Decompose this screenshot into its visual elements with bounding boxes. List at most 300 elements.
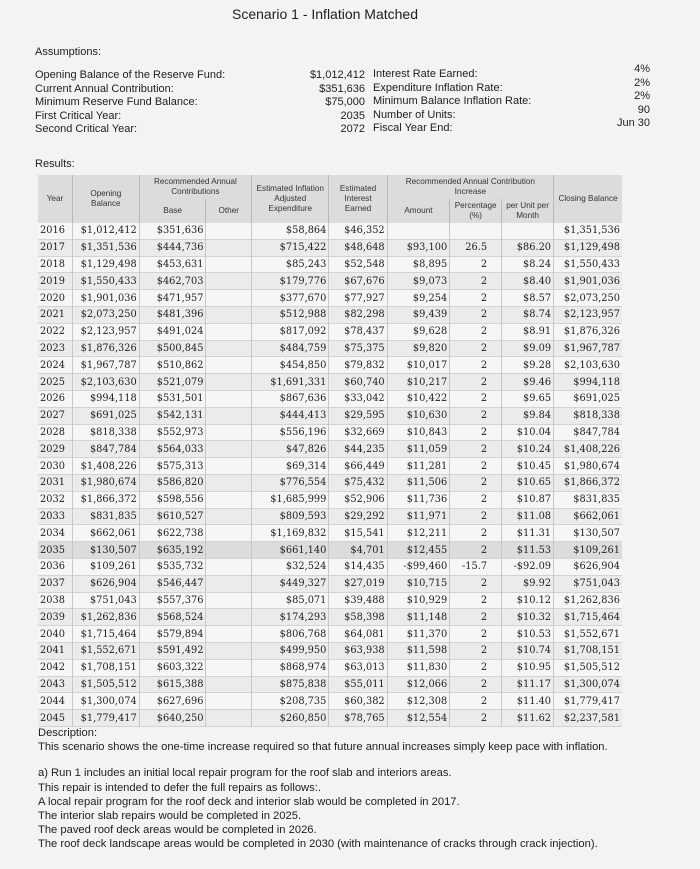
assumption-value: 90	[637, 103, 650, 116]
cell-base: $471,957	[139, 290, 206, 307]
cell-amount: $10,929	[387, 592, 450, 609]
cell-amount: $10,217	[387, 374, 450, 391]
cell-interest: $44,235	[329, 441, 387, 458]
assumption-value: $75,000	[325, 96, 365, 108]
cell-expenditure: $512,988	[252, 306, 329, 323]
table-row	[38, 290, 622, 307]
cell-per-unit: $8.40	[502, 273, 554, 290]
cell-opening-balance: $1,012,412	[72, 223, 139, 239]
cell-per-unit: $10.04	[502, 424, 554, 441]
cell-amount: $12,455	[387, 542, 450, 559]
cell-closing-balance: $1,876,326	[554, 323, 622, 340]
cell-percentage: 2	[450, 676, 502, 693]
cell-year: 2037	[40, 578, 65, 590]
cell-other	[206, 290, 252, 307]
cell-opening-balance: $1,351,536	[72, 239, 139, 256]
table-row	[38, 592, 622, 609]
cell-expenditure: $47,826	[252, 441, 329, 458]
table-row	[38, 407, 622, 424]
col-percentage-header: Percentage (%)	[450, 199, 502, 223]
cell-year: 2035	[40, 544, 65, 556]
cell-closing-balance: $626,904	[554, 558, 622, 575]
cell-amount: $12,554	[387, 710, 450, 727]
cell-year: 2022	[40, 326, 65, 338]
cell-percentage: 2	[450, 525, 502, 542]
cell-opening-balance: $109,261	[72, 558, 139, 575]
cell-year: 2028	[40, 426, 65, 438]
cell-other	[206, 458, 252, 475]
cell-opening-balance: $1,866,372	[72, 491, 139, 508]
cell-base: $622,738	[139, 525, 206, 542]
cell-percentage: 26.5	[450, 239, 502, 256]
cell-interest: $55,011	[329, 676, 387, 693]
assumption-label: Minimum Balance Inflation Rate:	[373, 95, 532, 107]
cell-opening-balance: $818,338	[72, 424, 139, 441]
cell-other	[206, 390, 252, 407]
table-row	[38, 659, 622, 676]
cell-opening-balance: $691,025	[72, 407, 139, 424]
cell-amount: -$99,460	[387, 558, 450, 575]
cell-per-unit: $9.92	[502, 575, 554, 592]
table-row	[38, 676, 622, 693]
cell-interest: $48,648	[329, 239, 387, 256]
cell-percentage: 2	[450, 290, 502, 307]
cell-opening-balance: $1,300,074	[72, 693, 139, 710]
assumption-row	[35, 117, 650, 137]
cell-other	[206, 357, 252, 374]
cell-percentage: 2	[450, 306, 502, 323]
cell-expenditure: $454,850	[252, 357, 329, 374]
cell-year: 2033	[40, 510, 65, 522]
col-expenditure-header: Estimated Inflation Adjusted Expenditure	[252, 175, 329, 223]
cell-per-unit: $10.24	[502, 441, 554, 458]
cell-percentage: 2	[450, 710, 502, 727]
description-line	[38, 754, 678, 766]
assumption-value: 2%	[634, 76, 650, 89]
table-row	[38, 223, 622, 239]
cell-opening-balance: $1,408,226	[72, 458, 139, 475]
table-row	[38, 458, 622, 475]
cell-opening-balance: $1,505,512	[72, 676, 139, 693]
cell-per-unit: $9.84	[502, 407, 554, 424]
assumption-row	[35, 63, 650, 83]
cell-year: 2036	[40, 561, 65, 573]
cell-other	[206, 340, 252, 357]
cell-amount: $9,628	[387, 323, 450, 340]
cell-base: $535,732	[139, 558, 206, 575]
description-line: This scenario shows the one-time increase required so that future annual increases simply keep pace with inflation.	[38, 741, 608, 754]
cell-base: $462,703	[139, 273, 206, 290]
description-line: a) Run 1 includes an initial local repair program for the roof slab and interiors areas.	[38, 767, 452, 780]
cell-per-unit: $10.65	[502, 474, 554, 491]
cell-opening-balance: $847,784	[72, 441, 139, 458]
cell-percentage: 2	[450, 374, 502, 391]
cell-opening-balance: $2,073,250	[72, 306, 139, 323]
cell-percentage: -15.7	[450, 558, 502, 575]
cell-amount: $11,736	[387, 491, 450, 508]
cell-year: 2039	[40, 611, 65, 623]
cell-year: 2027	[40, 410, 65, 422]
description-line: The roof deck landscape areas would be completed in 2030 (with maintenance of cracks through crack injection).	[38, 838, 598, 851]
cell-amount: $9,820	[387, 340, 450, 357]
cell-closing-balance: $2,073,250	[554, 290, 622, 307]
assumption-value: 2035	[340, 109, 365, 122]
cell-other	[206, 558, 252, 575]
cell-amount: $11,148	[387, 609, 450, 626]
cell-closing-balance: $2,237,581	[554, 710, 622, 727]
results-heading: Results:	[35, 158, 75, 170]
table-row	[38, 357, 622, 374]
cell-base: $610,527	[139, 508, 206, 525]
description-line: A local repair program for the roof deck and interior slab would be completed in 2017.	[38, 795, 460, 808]
cell-interest: $66,449	[329, 458, 387, 475]
assumptions-block	[35, 63, 650, 137]
cell-interest: $27,019	[329, 575, 387, 592]
cell-base: $444,736	[139, 239, 206, 256]
cell-amount: $10,017	[387, 357, 450, 374]
assumption-value: 4%	[634, 63, 650, 75]
cell-closing-balance: $662,061	[554, 508, 622, 525]
assumption-label: Current Annual Contribution:	[35, 82, 174, 95]
cell-other	[206, 256, 252, 273]
cell-expenditure: $444,413	[252, 407, 329, 424]
cell-expenditure: $715,422	[252, 239, 329, 256]
cell-interest: $60,740	[329, 374, 387, 391]
cell-percentage: 2	[450, 659, 502, 676]
cell-base: $575,313	[139, 458, 206, 475]
cell-interest: $4,701	[329, 542, 387, 559]
cell-per-unit: $10.87	[502, 491, 554, 508]
cell-closing-balance: $1,967,787	[554, 340, 622, 357]
cell-percentage: 2	[450, 575, 502, 592]
cell-interest: $58,398	[329, 609, 387, 626]
results-table-container	[38, 175, 622, 727]
cell-year: 2021	[40, 309, 65, 321]
cell-per-unit: $9.46	[502, 374, 554, 391]
cell-base: $500,845	[139, 340, 206, 357]
cell-base: $591,492	[139, 642, 206, 659]
cell-other	[206, 239, 252, 256]
cell-other	[206, 323, 252, 340]
cell-percentage: 2	[450, 424, 502, 441]
cell-per-unit: $11.62	[502, 710, 554, 727]
cell-base: $510,862	[139, 357, 206, 374]
cell-interest: $82,298	[329, 306, 387, 323]
cell-other	[206, 374, 252, 391]
cell-percentage: 2	[450, 609, 502, 626]
cell-base: $640,250	[139, 710, 206, 727]
cell-opening-balance: $130,507	[72, 542, 139, 559]
cell-other	[206, 491, 252, 508]
cell-amount: $9,254	[387, 290, 450, 307]
cell-expenditure: $817,092	[252, 323, 329, 340]
cell-amount: $10,843	[387, 424, 450, 441]
cell-interest: $78,765	[329, 710, 387, 727]
cell-expenditure: $208,735	[252, 693, 329, 710]
cell-other	[206, 223, 252, 239]
cell-expenditure: $556,196	[252, 424, 329, 441]
cell-opening-balance: $1,262,836	[72, 609, 139, 626]
cell-other	[206, 693, 252, 710]
cell-per-unit: $9.09	[502, 340, 554, 357]
description-line: This repair is intended to defer the full repairs as follows:.	[38, 781, 321, 794]
cell-other	[206, 407, 252, 424]
cell-year: 2018	[40, 258, 65, 270]
cell-expenditure: $1,691,331	[252, 374, 329, 391]
cell-per-unit: $10.53	[502, 626, 554, 643]
table-row	[38, 525, 622, 542]
cell-closing-balance: $130,507	[554, 525, 622, 542]
cell-closing-balance: $847,784	[554, 424, 622, 441]
cell-closing-balance: $2,123,957	[554, 306, 622, 323]
cell-expenditure: $484,759	[252, 340, 329, 357]
table-row	[38, 609, 622, 626]
cell-year: 2044	[40, 695, 65, 707]
cell-base: $564,033	[139, 441, 206, 458]
cell-interest: $79,832	[329, 357, 387, 374]
col-per-unit-header: per Unit per Month	[502, 199, 554, 223]
table-row	[38, 474, 622, 491]
cell-per-unit: $11.17	[502, 676, 554, 693]
cell-year: 2038	[40, 594, 65, 606]
cell-expenditure: $377,670	[252, 290, 329, 307]
table-row	[38, 340, 622, 357]
description-heading: Description:	[38, 727, 98, 739]
cell-amount: $11,506	[387, 474, 450, 491]
cell-opening-balance: $662,061	[72, 525, 139, 542]
assumption-value: $351,636	[319, 82, 365, 95]
cell-opening-balance: $626,904	[72, 575, 139, 592]
cell-expenditure: $867,636	[252, 390, 329, 407]
cell-per-unit: $10.32	[502, 609, 554, 626]
cell-base: $598,556	[139, 491, 206, 508]
cell-closing-balance: $1,505,512	[554, 659, 622, 676]
cell-per-unit: $10.74	[502, 642, 554, 659]
cell-closing-balance: $994,118	[554, 374, 622, 391]
cell-year: 2032	[40, 494, 65, 506]
table-row	[38, 693, 622, 710]
cell-year: 2020	[40, 292, 65, 304]
cell-percentage: 2	[450, 441, 502, 458]
cell-amount: $11,281	[387, 458, 450, 475]
description-lines	[38, 740, 678, 851]
cell-amount: $10,422	[387, 390, 450, 407]
cell-percentage: 2	[450, 592, 502, 609]
cell-base: $557,376	[139, 592, 206, 609]
cell-base: $552,973	[139, 424, 206, 441]
cell-interest: $63,938	[329, 642, 387, 659]
cell-year: 2031	[40, 477, 65, 489]
cell-other	[206, 592, 252, 609]
cell-per-unit: -$92.09	[502, 558, 554, 575]
cell-percentage: 2	[450, 642, 502, 659]
cell-closing-balance: $1,552,671	[554, 626, 622, 643]
cell-per-unit: $10.95	[502, 659, 554, 676]
cell-closing-balance: $1,715,464	[554, 609, 622, 626]
cell-year: 2023	[40, 342, 65, 354]
assumption-label: Second Critical Year:	[35, 123, 138, 135]
cell-per-unit: $10.45	[502, 458, 554, 475]
cell-year: 2042	[40, 662, 65, 674]
cell-opening-balance: $1,967,787	[72, 357, 139, 374]
cell-amount: $8,895	[387, 256, 450, 273]
cell-per-unit: $86.20	[502, 239, 554, 256]
cell-percentage: 2	[450, 542, 502, 559]
assumption-value: $1,012,412	[309, 69, 365, 81]
cell-closing-balance: $1,550,433	[554, 256, 622, 273]
table-row	[38, 256, 622, 273]
cell-expenditure: $85,243	[252, 256, 329, 273]
cell-other	[206, 542, 252, 559]
cell-closing-balance: $1,708,151	[554, 642, 622, 659]
cell-opening-balance: $1,980,674	[72, 474, 139, 491]
table-row	[38, 642, 622, 659]
cell-expenditure: $1,685,999	[252, 491, 329, 508]
cell-year: 2040	[40, 628, 65, 640]
col-year-header: Year	[38, 175, 72, 223]
col-interest-header: Estimated Interest Earned	[329, 175, 387, 223]
cell-base: $491,024	[139, 323, 206, 340]
cell-opening-balance: $1,876,326	[72, 340, 139, 357]
cell-expenditure: $69,314	[252, 458, 329, 475]
cell-per-unit: $8.91	[502, 323, 554, 340]
cell-expenditure: $809,593	[252, 508, 329, 525]
cell-interest: $77,927	[329, 290, 387, 307]
cell-year: 2025	[40, 376, 65, 388]
cell-closing-balance: $818,338	[554, 407, 622, 424]
cell-percentage: 2	[450, 508, 502, 525]
cell-interest: $52,548	[329, 256, 387, 273]
assumption-label: Expenditure Inflation Rate:	[373, 81, 503, 94]
cell-expenditure: $58,864	[252, 223, 329, 239]
table-row	[38, 374, 622, 391]
cell-per-unit: $9.65	[502, 390, 554, 407]
cell-percentage: 2	[450, 273, 502, 290]
cell-percentage: 2	[450, 491, 502, 508]
cell-base: $546,447	[139, 575, 206, 592]
cell-base: $579,894	[139, 626, 206, 643]
cell-closing-balance: $109,261	[554, 542, 622, 559]
table-row	[38, 710, 622, 727]
cell-expenditure: $449,327	[252, 575, 329, 592]
cell-opening-balance: $1,901,036	[72, 290, 139, 307]
description-line: The interior slab repairs would be completed in 2025.	[38, 810, 302, 823]
assumption-label: Number of Units:	[373, 108, 456, 121]
cell-interest: $33,042	[329, 390, 387, 407]
cell-per-unit: $11.31	[502, 525, 554, 542]
cell-amount: $11,370	[387, 626, 450, 643]
cell-base: $531,501	[139, 390, 206, 407]
cell-other	[206, 441, 252, 458]
cell-amount: $9,073	[387, 273, 450, 290]
assumption-label: Interest Rate Earned:	[373, 68, 478, 80]
cell-amount: $12,211	[387, 525, 450, 542]
cell-expenditure: $499,950	[252, 642, 329, 659]
cell-base: $586,820	[139, 474, 206, 491]
table-row	[38, 441, 622, 458]
cell-year: 2026	[40, 393, 65, 405]
cell-base: $615,388	[139, 676, 206, 693]
cell-percentage: 2	[450, 256, 502, 273]
cell-percentage: 2	[450, 626, 502, 643]
cell-percentage: 2	[450, 323, 502, 340]
cell-opening-balance: $751,043	[72, 592, 139, 609]
cell-interest: $46,352	[329, 223, 387, 239]
cell-base: $635,192	[139, 542, 206, 559]
cell-amount: $10,715	[387, 575, 450, 592]
cell-percentage: 2	[450, 693, 502, 710]
cell-amount: $93,100	[387, 239, 450, 256]
table-row	[38, 542, 622, 559]
cell-opening-balance: $2,123,957	[72, 323, 139, 340]
cell-interest: $15,541	[329, 525, 387, 542]
col-rec-contrib-header: Recommended Annual Contributions	[139, 175, 251, 199]
table-row	[38, 239, 622, 256]
cell-base: $481,396	[139, 306, 206, 323]
assumption-label: First Critical Year:	[35, 109, 122, 122]
cell-year: 2024	[40, 359, 65, 371]
cell-other	[206, 424, 252, 441]
cell-percentage: 2	[450, 357, 502, 374]
table-row	[38, 491, 622, 508]
cell-year: 2045	[40, 712, 65, 724]
cell-closing-balance: $751,043	[554, 575, 622, 592]
cell-per-unit: $11.08	[502, 508, 554, 525]
cell-base: $521,079	[139, 374, 206, 391]
cell-interest: $64,081	[329, 626, 387, 643]
cell-amount	[387, 223, 450, 239]
cell-per-unit	[502, 223, 554, 239]
cell-opening-balance: $994,118	[72, 390, 139, 407]
cell-other	[206, 710, 252, 727]
cell-year: 2017	[40, 242, 65, 254]
assumption-value: 2072	[340, 123, 365, 135]
cell-other	[206, 306, 252, 323]
table-row	[38, 558, 622, 575]
cell-interest: $29,292	[329, 508, 387, 525]
cell-year: 2016	[40, 225, 65, 237]
cell-percentage: 2	[450, 458, 502, 475]
cell-closing-balance: $831,835	[554, 491, 622, 508]
cell-opening-balance: $831,835	[72, 508, 139, 525]
cell-interest: $29,595	[329, 407, 387, 424]
cell-other	[206, 676, 252, 693]
cell-closing-balance: $1,779,417	[554, 693, 622, 710]
cell-base: $542,131	[139, 407, 206, 424]
cell-expenditure: $32,524	[252, 558, 329, 575]
cell-year: 2043	[40, 678, 65, 690]
cell-percentage: 2	[450, 340, 502, 357]
cell-opening-balance: $2,103,630	[72, 374, 139, 391]
cell-base: $603,322	[139, 659, 206, 676]
cell-opening-balance: $1,129,498	[72, 256, 139, 273]
cell-closing-balance: $2,103,630	[554, 357, 622, 374]
cell-other	[206, 474, 252, 491]
cell-amount: $11,971	[387, 508, 450, 525]
cell-percentage: 2	[450, 407, 502, 424]
cell-expenditure: $174,293	[252, 609, 329, 626]
cell-percentage: 2	[450, 474, 502, 491]
col-other-header: Other	[206, 199, 252, 223]
cell-expenditure: $875,838	[252, 676, 329, 693]
cell-other	[206, 642, 252, 659]
cell-per-unit: $10.12	[502, 592, 554, 609]
results-table-body	[38, 223, 622, 726]
cell-interest: $67,676	[329, 273, 387, 290]
col-rec-increase-header: Recommended Annual Contribution Increase	[387, 175, 553, 199]
cell-other	[206, 575, 252, 592]
cell-closing-balance: $1,408,226	[554, 441, 622, 458]
